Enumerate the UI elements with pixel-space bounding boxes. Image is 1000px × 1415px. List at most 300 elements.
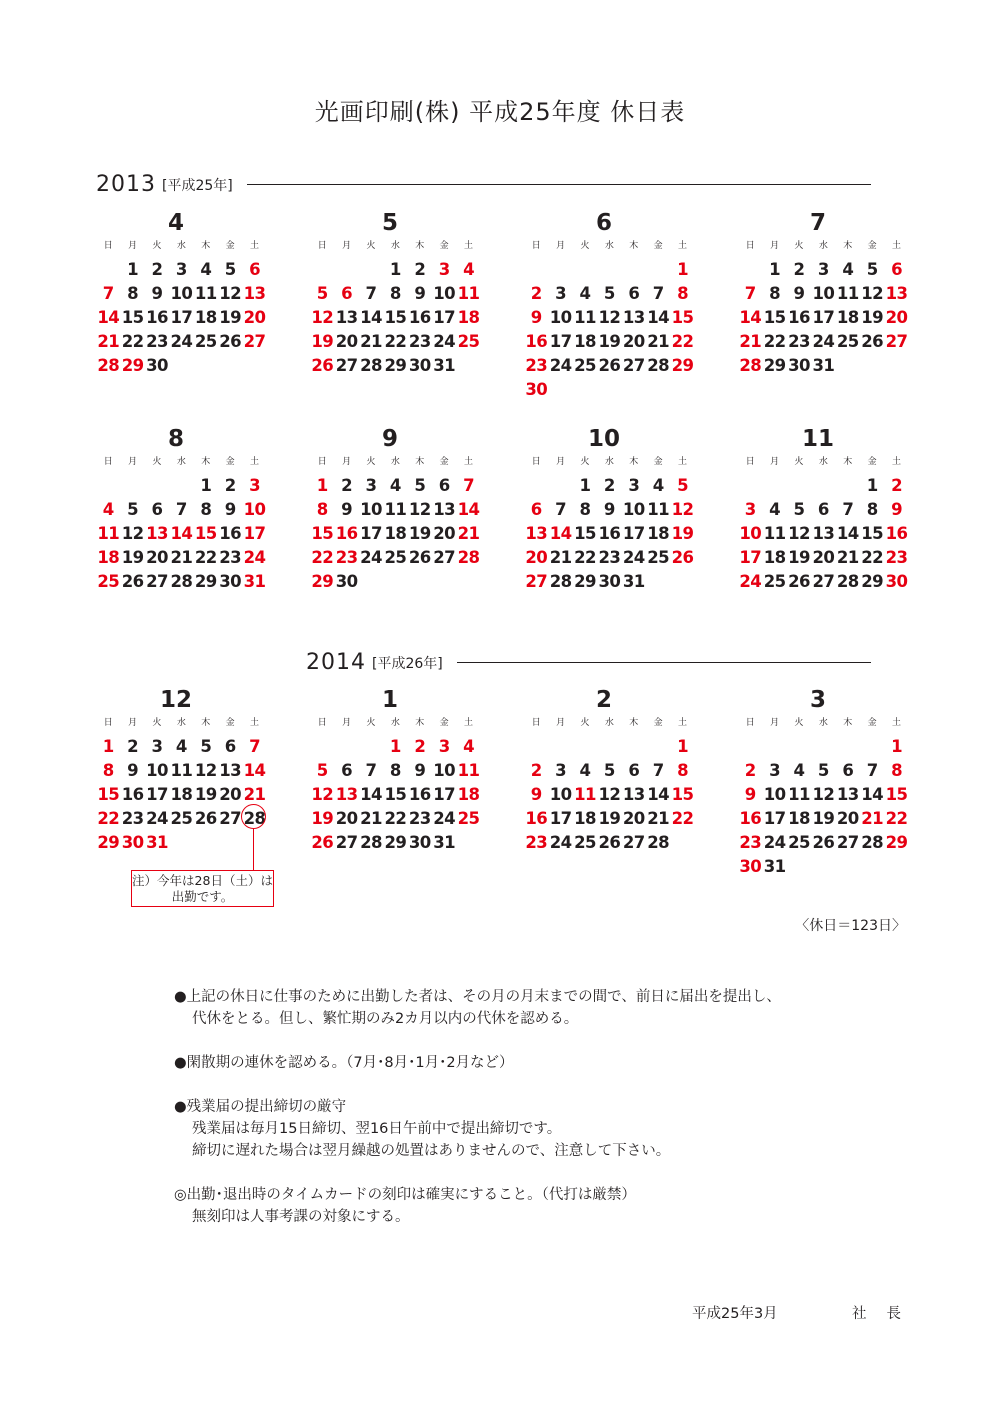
work-day: 5 (127, 500, 139, 519)
work-day: 16 (121, 785, 144, 804)
work-day: 12 (598, 785, 621, 804)
day-grid (738, 474, 908, 594)
holiday-day: 6 (249, 260, 260, 279)
weekday-header (738, 454, 908, 470)
holiday-day: 8 (677, 284, 688, 303)
empty-cell (622, 735, 646, 759)
work-day: 13 (836, 785, 859, 804)
weekday-label: 月 (770, 718, 780, 728)
year-rule (457, 662, 871, 663)
work-day: 9 (341, 500, 353, 519)
weekday-label: 金 (867, 457, 877, 467)
holiday-day: 16 (739, 809, 762, 828)
work-day: 11 (384, 500, 407, 519)
weekday-header (524, 238, 694, 254)
footer-signature: 社長 (852, 1306, 921, 1322)
holiday-day: 19 (311, 809, 334, 828)
work-day: 23 (788, 332, 810, 351)
weekday-label: 月 (556, 718, 566, 728)
holiday-day: 23 (885, 548, 908, 567)
holiday-day: 28 (739, 356, 762, 375)
weekday-label: 土 (892, 457, 902, 467)
work-day: 3 (628, 476, 640, 495)
holiday-total: 〈休日＝123日〉 (795, 918, 906, 934)
work-day: 17 (622, 524, 645, 543)
work-day: 29 (194, 572, 217, 591)
work-day: 22 (384, 332, 407, 351)
weekday-label: 水 (390, 718, 400, 728)
weekday-label: 金 (867, 718, 877, 728)
weekday-label: 水 (818, 241, 828, 251)
month-title: 11 (801, 426, 834, 452)
holiday-day: 25 (457, 332, 480, 351)
work-day: 25 (170, 809, 193, 828)
weekday-label: 金 (225, 718, 235, 728)
work-day: 22 (194, 548, 217, 567)
weekday-label: 月 (770, 457, 780, 467)
work-day: 4 (579, 761, 591, 780)
empty-cell (811, 474, 835, 498)
month-2 (524, 687, 694, 855)
work-day: 9 (151, 284, 163, 303)
holiday-day: 12 (671, 500, 694, 519)
weekday-label: 火 (580, 457, 590, 467)
footer-date: 平成25年3月 (692, 1306, 778, 1322)
empty-cell (359, 735, 383, 759)
work-day: 7 (365, 761, 377, 780)
holiday-day: 15 (311, 524, 334, 543)
work-day: 28 (836, 572, 859, 591)
work-day: 23 (408, 332, 431, 351)
empty-cell (524, 735, 548, 759)
work-day: 21 (170, 548, 193, 567)
work-day: 30 (335, 572, 358, 591)
work-day: 24 (763, 833, 786, 852)
work-day: 19 (598, 332, 621, 351)
work-day: 7 (866, 761, 878, 780)
rule-item (174, 1184, 894, 1228)
weekday-label: 土 (892, 241, 902, 251)
empty-cell (860, 735, 884, 759)
month-title: 8 (167, 426, 184, 452)
work-day: 17 (433, 785, 456, 804)
holiday-day: 27 (525, 572, 548, 591)
holiday-day: 24 (739, 572, 762, 591)
work-day: 6 (628, 284, 640, 303)
work-day: 30 (408, 833, 431, 852)
work-day: 22 (384, 809, 407, 828)
work-day: 5 (793, 500, 805, 519)
work-day: 8 (127, 284, 139, 303)
work-day: 9 (603, 500, 615, 519)
work-day: 22 (574, 548, 596, 567)
work-day: 12 (194, 761, 217, 780)
work-day: 21 (360, 332, 382, 351)
month-title: 3 (809, 687, 826, 713)
work-day: 24 (549, 356, 572, 375)
work-day: 24 (433, 809, 456, 828)
work-day: 13 (622, 785, 645, 804)
holiday-day: 22 (671, 332, 694, 351)
weekday-label: 水 (604, 241, 614, 251)
work-day: 4 (389, 476, 401, 495)
work-day: 2 (127, 737, 139, 756)
empty-cell (548, 258, 572, 282)
work-day: 24 (146, 809, 168, 828)
empty-cell (120, 474, 144, 498)
month-title: 4 (167, 210, 184, 236)
work-day: 14 (647, 308, 670, 327)
work-day: 15 (121, 308, 144, 327)
holiday-day: 8 (677, 761, 688, 780)
work-day: 13 (812, 524, 835, 543)
weekday-label: 水 (176, 241, 186, 251)
month-title: 9 (381, 426, 398, 452)
holiday-day: 29 (311, 572, 334, 591)
work-day: 22 (121, 332, 144, 351)
weekday-label: 日 (531, 718, 541, 728)
day-grid (310, 474, 480, 594)
work-day: 10 (170, 284, 193, 303)
work-day: 29 (384, 356, 407, 375)
work-day: 27 (622, 833, 645, 852)
weekday-label: 火 (794, 457, 804, 467)
month-title: 7 (809, 210, 826, 236)
work-day: 9 (414, 761, 426, 780)
work-day: 19 (219, 308, 242, 327)
holiday-day: 12 (311, 785, 334, 804)
holiday-day: 18 (457, 308, 480, 327)
holiday-day: 21 (243, 785, 266, 804)
day-grid (524, 258, 694, 402)
holiday-day: 5 (677, 476, 688, 495)
holiday-day: 2 (414, 737, 426, 756)
work-day: 29 (574, 572, 596, 591)
weekday-label: 金 (439, 241, 449, 251)
note-leader-line (253, 828, 254, 871)
holiday-day: 2 (744, 761, 756, 780)
day-grid (524, 474, 694, 594)
holiday-day: 5 (316, 284, 328, 303)
work-day: 24 (622, 548, 645, 567)
weekday-label: 木 (415, 241, 425, 251)
weekday-label: 火 (152, 241, 162, 251)
work-day: 27 (146, 572, 168, 591)
work-day: 15 (861, 524, 884, 543)
holiday-day: 21 (457, 524, 480, 543)
work-day: 26 (121, 572, 144, 591)
work-day: 26 (598, 356, 621, 375)
work-day: 2 (341, 476, 353, 495)
holiday-day: 10 (243, 500, 266, 519)
holiday-day: 30 (739, 857, 762, 876)
holiday-day: 30 (121, 833, 144, 852)
work-day: 7 (365, 284, 377, 303)
work-day: 7 (175, 500, 187, 519)
work-day: 4 (842, 260, 854, 279)
empty-cell (738, 735, 762, 759)
work-day: 4 (579, 284, 591, 303)
empty-cell (787, 735, 811, 759)
work-day: 28 (647, 356, 670, 375)
empty-cell (762, 474, 786, 498)
work-day: 25 (384, 548, 407, 567)
work-day: 8 (866, 500, 878, 519)
work-day: 24 (812, 332, 835, 351)
holiday-day: 12 (311, 308, 334, 327)
work-day: 9 (127, 761, 139, 780)
work-day: 5 (603, 284, 615, 303)
weekday-label: 火 (366, 718, 376, 728)
work-day: 21 (836, 548, 859, 567)
work-day: 7 (652, 761, 664, 780)
work-day: 31 (812, 356, 835, 375)
work-day: 6 (341, 761, 353, 780)
work-day: 12 (788, 524, 810, 543)
rules-section (174, 986, 894, 1250)
month-1 (310, 687, 480, 855)
work-day: 18 (647, 524, 670, 543)
day-grid (310, 258, 480, 378)
weekday-label: 火 (366, 457, 376, 467)
holiday-day: 23 (525, 356, 548, 375)
holiday-day: 30 (525, 380, 548, 399)
work-day: 9 (224, 500, 236, 519)
holiday-day: 14 (549, 524, 572, 543)
work-day: 28 (243, 809, 266, 828)
month-11 (738, 426, 908, 594)
holiday-day: 21 (97, 332, 120, 351)
weekday-label: 水 (818, 718, 828, 728)
holiday-day: 7 (744, 284, 756, 303)
weekday-label: 日 (531, 457, 541, 467)
work-day: 10 (146, 761, 168, 780)
era-label: [平成26年] (372, 655, 443, 672)
empty-cell (622, 258, 646, 282)
weekday-header (738, 715, 908, 731)
note-line-1: 注）今年は28日（土）は (132, 873, 273, 888)
work-day: 16 (788, 308, 810, 327)
work-day: 2 (603, 476, 615, 495)
holiday-day: 9 (891, 500, 902, 519)
work-day: 25 (574, 833, 596, 852)
weekday-label: 火 (580, 241, 590, 251)
work-day: 29 (384, 833, 407, 852)
work-day: 5 (817, 761, 829, 780)
work-day: 20 (812, 548, 835, 567)
work-day: 27 (836, 833, 859, 852)
work-day: 13 (622, 308, 645, 327)
holiday-day: 4 (463, 737, 474, 756)
work-day: 26 (812, 833, 835, 852)
holiday-day: 15 (97, 785, 120, 804)
weekday-label: 土 (464, 457, 474, 467)
empty-cell (597, 258, 621, 282)
weekday-label: 月 (342, 457, 352, 467)
work-day: 20 (146, 548, 168, 567)
work-day: 27 (335, 833, 358, 852)
weekday-label: 水 (176, 457, 186, 467)
weekday-label: 金 (225, 241, 235, 251)
work-day: 8 (579, 500, 591, 519)
work-day: 28 (360, 356, 382, 375)
holiday-day: 22 (671, 809, 694, 828)
holiday-day: 31 (146, 833, 168, 852)
work-day: 24 (170, 332, 193, 351)
work-day: 10 (360, 500, 382, 519)
month-3 (738, 687, 908, 879)
empty-cell (836, 735, 860, 759)
holiday-day: 25 (97, 572, 120, 591)
weekday-label: 土 (678, 457, 688, 467)
work-day: 30 (219, 572, 242, 591)
holiday-day: 14 (457, 500, 480, 519)
work-day: 29 (861, 572, 884, 591)
holiday-day: 1 (389, 737, 401, 756)
weekday-label: 木 (843, 241, 853, 251)
weekday-label: 木 (843, 457, 853, 467)
work-day: 28 (170, 572, 193, 591)
work-day: 19 (812, 809, 835, 828)
holiday-day: 9 (530, 785, 542, 804)
holiday-day: 11 (457, 761, 480, 780)
work-day: 10 (622, 500, 645, 519)
work-day: 25 (836, 332, 859, 351)
rule-line: ◎出勤･退出時のタイムカードの刻印は確実にすること。（代打は厳禁） (174, 1187, 636, 1203)
empty-cell (334, 258, 358, 282)
rule-line: 締切に遅れた場合は翌月繰越の処置はありませんので、注意して下さい。 (192, 1143, 671, 1159)
work-day: 26 (194, 809, 217, 828)
work-day: 11 (170, 761, 193, 780)
work-day: 6 (438, 476, 450, 495)
empty-cell (836, 474, 860, 498)
holiday-day: 15 (194, 524, 217, 543)
work-day: 8 (769, 284, 781, 303)
work-day: 10 (433, 761, 456, 780)
work-day: 6 (224, 737, 236, 756)
work-day: 17 (433, 308, 456, 327)
work-day: 24 (433, 332, 456, 351)
holiday-day: 20 (525, 548, 548, 567)
weekday-label: 火 (794, 718, 804, 728)
weekday-label: 火 (580, 718, 590, 728)
work-day: 3 (769, 761, 781, 780)
work-day: 19 (788, 548, 810, 567)
work-day: 14 (836, 524, 859, 543)
holiday-day: 9 (744, 785, 756, 804)
era-label: [平成25年] (162, 177, 233, 194)
month-title: 5 (381, 210, 398, 236)
holiday-day: 13 (146, 524, 168, 543)
work-day: 24 (360, 548, 382, 567)
holiday-day: 23 (335, 548, 358, 567)
work-day: 16 (219, 524, 242, 543)
month-title: 6 (595, 210, 612, 236)
work-day: 2 (793, 260, 805, 279)
empty-cell (96, 474, 120, 498)
holiday-day: 29 (97, 833, 120, 852)
rule-line: ●残業届の提出締切の厳守 (174, 1099, 347, 1115)
work-day: 1 (200, 476, 212, 495)
holiday-day: 3 (438, 737, 450, 756)
month-6 (524, 210, 694, 402)
work-day: 9 (414, 284, 426, 303)
work-day: 14 (861, 785, 884, 804)
work-day: 18 (194, 308, 217, 327)
work-day: 4 (793, 761, 805, 780)
holiday-day: 10 (739, 524, 762, 543)
work-day: 23 (121, 809, 144, 828)
month-4 (96, 210, 266, 378)
month-5 (310, 210, 480, 378)
year-label: 2014 (306, 650, 366, 675)
work-day: 19 (861, 308, 884, 327)
holiday-day: 28 (97, 356, 120, 375)
weekday-label: 木 (629, 718, 639, 728)
holiday-day: 4 (102, 500, 114, 519)
work-day: 25 (763, 572, 786, 591)
holiday-day: 1 (316, 476, 328, 495)
work-day: 21 (647, 809, 670, 828)
work-day: 17 (763, 809, 786, 828)
empty-cell (738, 258, 762, 282)
work-day: 18 (763, 548, 786, 567)
work-day: 21 (647, 332, 670, 351)
work-day: 12 (121, 524, 144, 543)
work-day: 6 (151, 500, 163, 519)
rule-line: 無刻印は人事考課の対象にする。 (192, 1209, 410, 1225)
rule-line: ●上記の休日に仕事のために出勤した者は、その月の月末までの間で、前日に届出を提出し、 (174, 989, 781, 1005)
empty-cell (646, 735, 670, 759)
weekday-label: 火 (152, 718, 162, 728)
empty-cell (762, 735, 786, 759)
work-day: 1 (127, 260, 139, 279)
work-day: 25 (647, 548, 670, 567)
work-day: 31 (763, 857, 786, 876)
weekday-label: 木 (201, 457, 211, 467)
weekday-label: 日 (103, 241, 113, 251)
holiday-day: 29 (885, 833, 908, 852)
work-day: 26 (219, 332, 242, 351)
work-day: 7 (652, 284, 664, 303)
work-day: 18 (836, 308, 859, 327)
weekday-header (96, 715, 266, 731)
holiday-day: 16 (335, 524, 358, 543)
weekday-header (96, 238, 266, 254)
work-day: 14 (360, 785, 382, 804)
holiday-day: 8 (102, 761, 114, 780)
weekday-label: 月 (556, 241, 566, 251)
work-day: 3 (365, 476, 377, 495)
weekday-label: 水 (604, 457, 614, 467)
holiday-day: 31 (243, 572, 266, 591)
holiday-day: 18 (457, 785, 480, 804)
weekday-label: 金 (439, 718, 449, 728)
work-day: 18 (788, 809, 810, 828)
holiday-day: 7 (102, 284, 114, 303)
work-day: 26 (408, 548, 431, 567)
work-day: 26 (598, 833, 621, 852)
weekday-label: 日 (317, 457, 327, 467)
holiday-day: 22 (97, 809, 120, 828)
weekday-label: 木 (201, 718, 211, 728)
holiday-day: 8 (891, 761, 902, 780)
work-day: 23 (598, 548, 621, 567)
work-day: 1 (389, 260, 401, 279)
work-day: 27 (622, 356, 645, 375)
work-day: 13 (433, 500, 456, 519)
work-day: 1 (769, 260, 781, 279)
